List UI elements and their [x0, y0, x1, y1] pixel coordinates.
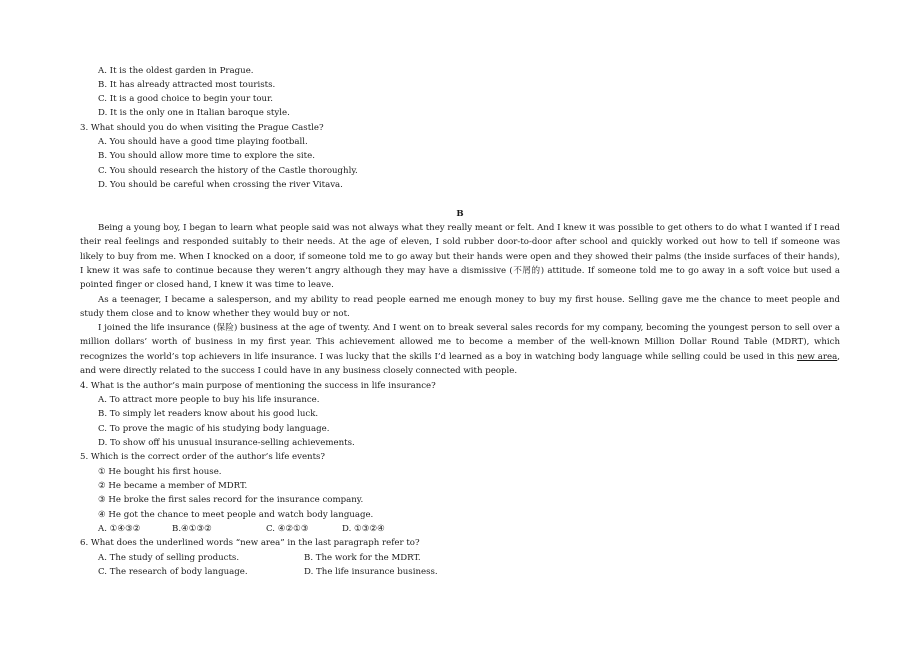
q4-option-d: D. To show off his unusual insurance-selling achievements. [98, 438, 355, 448]
q4-option-b: B. To simply let readers know about his good luck. [98, 409, 319, 419]
q5-option-b: B.④①③② [172, 524, 212, 534]
q3-option-a: A. You should have a good time playing football. [98, 137, 308, 147]
q6-stem: 6. What does the underlined words “new area” in the last paragraph refer to? [80, 538, 420, 548]
q6-option-b: B. The work for the MDRT. [304, 553, 421, 563]
q3-option-d: D. You should be careful when crossing the river Vitava. [98, 180, 343, 190]
section-title: B [456, 209, 464, 219]
q6-option-c: C. The research of body language. [98, 567, 248, 577]
q5-option-c: C. ④②①③ [266, 524, 309, 534]
paragraph-3-end: , and were directly related to the success I could have in any business closely connected with people. [80, 351, 840, 377]
q2-option-b: B. It has already attracted most tourists. [98, 80, 276, 90]
q5-event-2: ② He became a member of MDRT. [98, 481, 248, 491]
q4-option-c: C. To prove the magic of his studying body language. [98, 424, 330, 434]
q5-option-d: D. ①③②④ [342, 524, 385, 534]
q2-option-a: A. It is the oldest garden in Prague. [98, 66, 254, 76]
q4-stem: 4. What is the author’s main purpose of mentioning the success in life insurance? [80, 381, 436, 391]
q5-option-a: A. ①④③② [98, 524, 141, 534]
q3-option-c: C. You should research the history of the Castle thoroughly. [98, 166, 358, 176]
passage-paragraph-3 [80, 321, 840, 378]
q2-option-d: D. It is the only one in Italian baroque style. [98, 108, 290, 118]
q4-option-a: A. To attract more people to buy his life insurance. [98, 395, 320, 405]
passage-paragraph-1: Being a young boy, I began to learn what people said was not always what they really meant or felt. And I knew it was possible to get others to do what I wanted if I read their real feelings and responded suitably to their needs. At the age of eleven, I sold rubber door-to-door after school and quickly worked out how to tell if someone was likely to buy from me. When I knocked on a door, if someone told me to go away but their hands were open and they showed their palms (the inside surfaces of their hands), I knew it was safe to continue because they weren’t angry although they may have a dismissive (不屑的) attitude. If someone told me to go away in a soft voice but used a pointed finger or closed hand, I knew it was time to leave. [80, 223, 840, 291]
q5-event-4: ④ He got the chance to meet people and watch body language. [98, 510, 374, 520]
q3-stem: 3. What should you do when visiting the Prague Castle? [80, 123, 324, 133]
q6-option-a: A. The study of selling products. [98, 553, 240, 563]
q5-event-1: ① He bought his first house. [98, 467, 222, 477]
q5-event-3: ③ He broke the first sales record for the insurance company. [98, 495, 364, 505]
passage-paragraph-2: As a teenager, I became a salesperson, and my ability to read people earned me enough money to buy my first house. Selling gave me the chance to meet people and study them close and to know whether they would buy or not. [80, 295, 840, 320]
underlined-new-area: new area [796, 351, 838, 362]
q2-option-c: C. It is a good choice to begin your tour. [98, 94, 273, 104]
q3-option-b: B. You should allow more time to explore the site. [98, 151, 315, 161]
q6-option-d: D. The life insurance business. [304, 567, 438, 577]
q5-stem: 5. Which is the correct order of the author’s life events? [80, 452, 326, 462]
paragraph-3-text: I joined the life insurance (保险) business at the age of twenty. And I went on to break several sales records for my company, becoming the youngest person to sell over a million dollars’ worth of business in my first year. This achievement allowed me to become a member of the well-known Million Dollar Round Table (MDRT), which recognizes the world’s top achievers in life insurance. I was lucky that the skills I’d learned as a boy in watching body language while selling could be used in this [80, 323, 840, 362]
